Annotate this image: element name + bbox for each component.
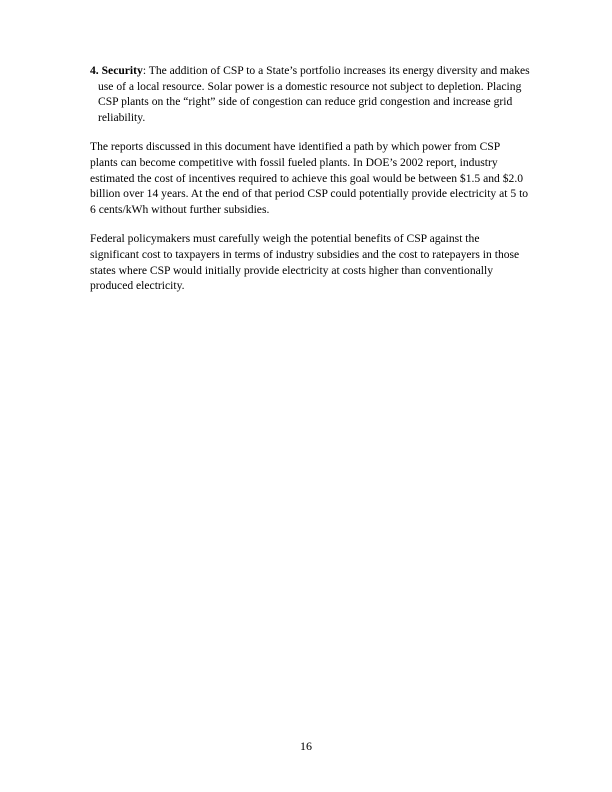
- security-label-separator: :: [142, 64, 149, 77]
- policy-paragraph: Federal policymakers must carefully weigh the potential benefits of CSP against the significant cost to taxpayers in terms of industry subsidies and the cost to ratepayers in those states where CSP would initially provide electricity at costs higher than conventionally produced electricity.: [90, 232, 520, 293]
- security-label: 4. Security: [90, 64, 143, 77]
- cost-paragraph: The reports discussed in this document have identified a path by which power from CSP plants can become competitive with fossil fueled plants. In DOE’s 2002 report, industry estimated the cost of incentives required to achieve this goal would be between $1.5 and $2.0 billion over 14 years. At the end of that period CSP could potentially provide electricity at 5 to 6 cents/kWh without further subsidies.: [90, 140, 529, 216]
- page-body: [90, 63, 530, 308]
- security-list-item: [90, 63, 530, 125]
- security-text: The addition of CSP to a State’s portfolio increases its energy diversity and makes use of a local resource. Solar power is a domestic resource not subject to depletion. Placing CSP plants on the “right” side of congestion can reduce grid congestion and increase grid reliability.: [98, 64, 530, 124]
- page-number: 16: [300, 739, 312, 753]
